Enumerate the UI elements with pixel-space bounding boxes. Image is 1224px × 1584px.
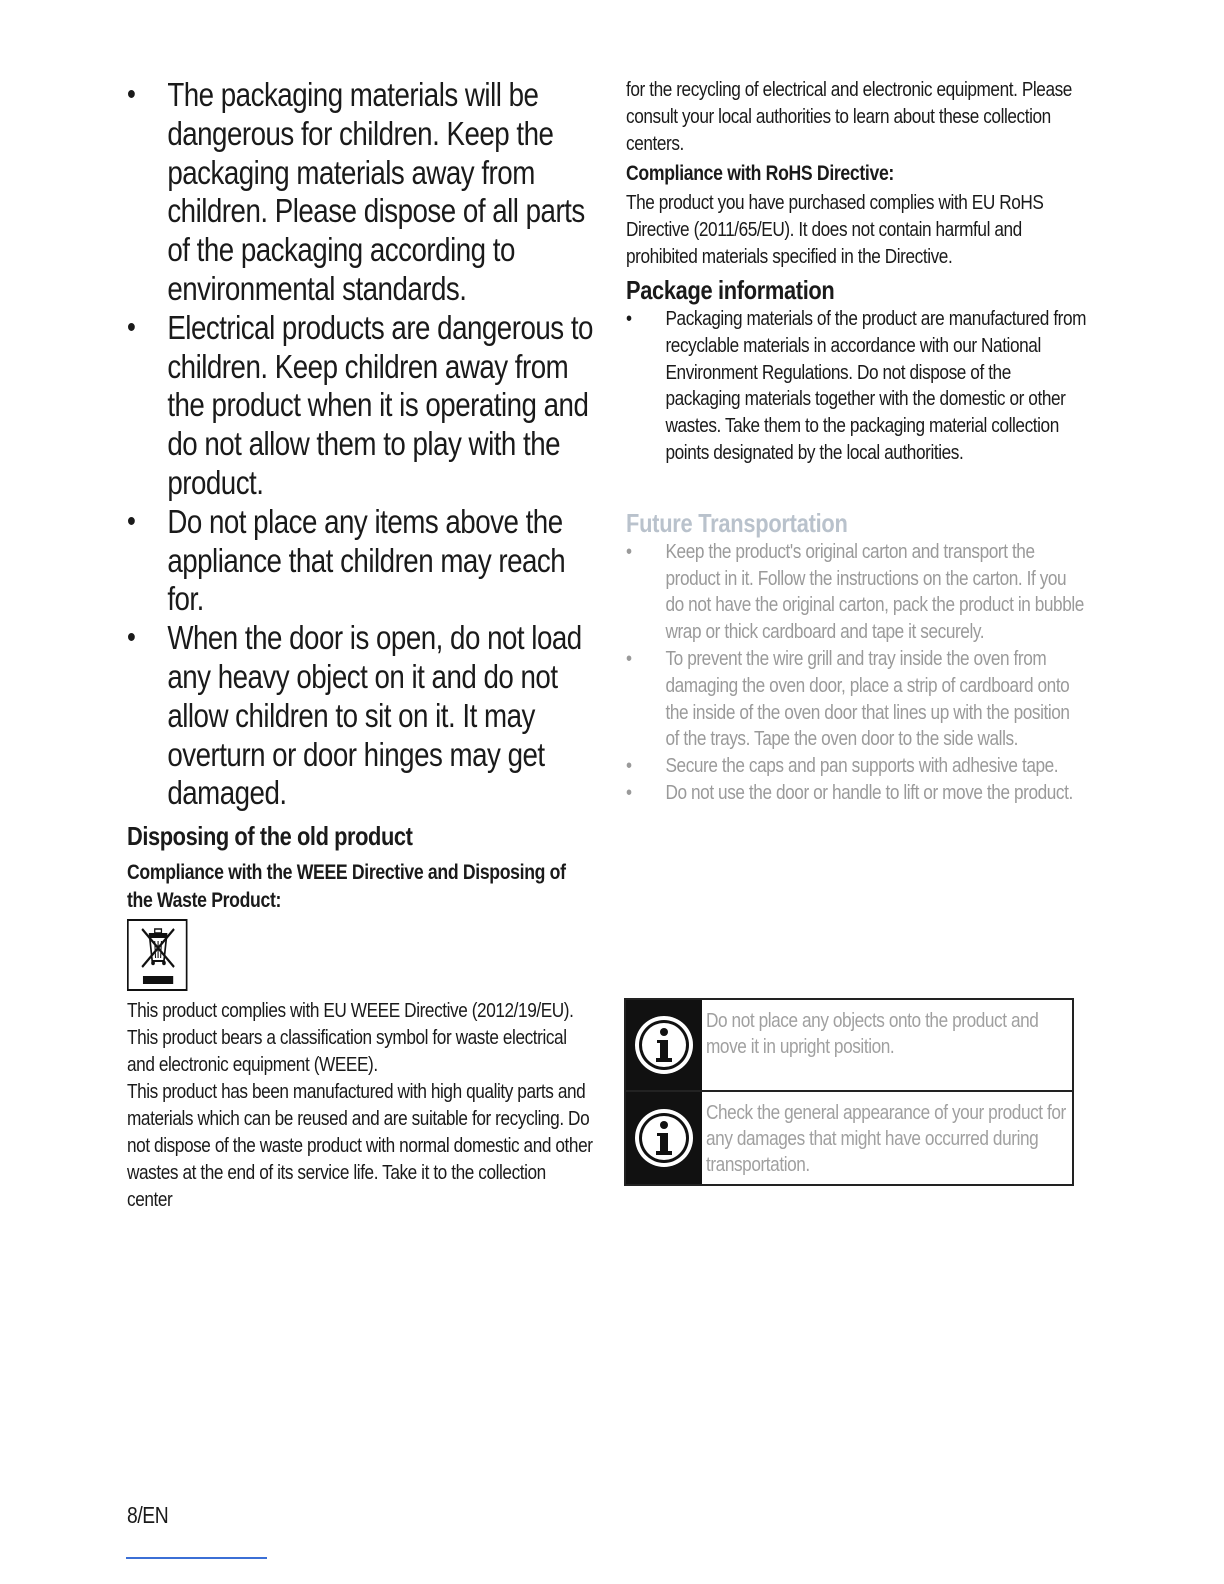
list-item-text: Electrical products are dangerous to children. Keep children away from the product when it is operating and do not allow them to play with the product. [167, 308, 593, 501]
weee-paragraph-1: This product complies with EU WEEE Directive (2012/19/EU). This product bears a classification symbol for waste electrical and electronic equipment (WEEE). [127, 999, 574, 1077]
disposal-section-title: Disposing of the old product [127, 821, 413, 852]
info-icon [626, 1000, 702, 1090]
list-item [127, 309, 595, 503]
future-transportation-title: Future Transportation [626, 507, 848, 538]
list-item-text: Do not use the door or handle to lift or move the product. [665, 780, 1073, 804]
bullet-icon: • [127, 621, 136, 655]
page-number-text: 8/EN [127, 1502, 169, 1528]
list-item [626, 780, 1086, 807]
crossed-bin-svg [129, 921, 186, 989]
weee-paragraph-2: This product has been manufactured with high quality parts and materials which can be reused and are suitable for recycling. Do not dispose of the waste product with normal domestic and other wastes at the end of its service life. Take it to the collection center [127, 1080, 593, 1212]
bullet-icon: • [127, 78, 136, 111]
right-column-content [626, 76, 1086, 807]
bullet-icon: • [626, 754, 632, 778]
list-item [127, 619, 595, 813]
info-note-text [702, 1000, 1150, 1090]
info-note-text-inner: Do not place any objects onto the product and move it in upright position. [706, 1009, 1039, 1058]
list-item-text: The packaging materials will be dangerous for children. Keep the packaging materials away from children. Please dispose of all parts of the packaging according to environmental standards. [167, 76, 585, 307]
footer-rule [126, 1557, 267, 1559]
bullet-icon: • [626, 646, 632, 670]
info-icon [626, 1092, 702, 1184]
bullet-icon: • [127, 310, 136, 344]
bullet-icon: • [127, 504, 136, 538]
left-column [127, 76, 595, 1213]
crossed-bin-icon [127, 919, 187, 991]
list-item-text: Do not place any items above the appliance that children may reach for. [167, 502, 566, 618]
list-item [626, 306, 1086, 467]
info-notes-table [624, 998, 1074, 1186]
weee-subtitle: Compliance with the WEEE Directive and Disposing of the Waste Product: [127, 861, 566, 913]
info-note-row [626, 1090, 1072, 1184]
bullet-icon: • [626, 539, 632, 563]
list-item [127, 76, 595, 309]
package-bullet-list [626, 306, 1086, 467]
weee-continuation: for the recycling of electrical and electronic equipment. Please consult your local authorities to learn about these collection centers. [626, 78, 1072, 155]
bullet-icon: • [626, 307, 632, 330]
info-note-row [626, 1000, 1072, 1090]
transport-bullet-list [626, 539, 1086, 807]
page-number [127, 1502, 176, 1529]
info-note-text-inner: Check the general appearance of your product for any damages that might have occurred during transportation. [706, 1101, 1066, 1176]
list-item-text: To prevent the wire grill and tray inside the oven from damaging the oven door, place a strip of cardboard onto the inside of the oven door that lines up with the position of the trays. Tape the oven door to the side walls. [665, 646, 1070, 751]
package-info-title: Package information [626, 275, 835, 305]
bullet-icon: • [626, 780, 632, 804]
list-item-text: Secure the caps and pan supports with adhesive tape. [665, 754, 1059, 778]
list-item-text: Keep the product's original carton and transport the product in it. Follow the instructions on the carton. If you do not have the original carton, pack the product in bubble wrap or thick cardboard and tape it securely. [665, 539, 1084, 644]
list-item [127, 503, 595, 619]
rohs-title: Compliance with RoHS Directive: [626, 162, 894, 185]
info-note-text [702, 1092, 1150, 1184]
safety-bullet-list [127, 76, 595, 813]
list-item [626, 539, 1086, 646]
right-column [626, 76, 1087, 1176]
list-item-text: Packaging materials of the product are manufactured from recyclable materials in accordance with our National Environment Regulations. Do not dispose of the packaging materials together with the domestic or other wastes. Take them to the packaging material collection points designated by the local authorities. [665, 307, 1087, 464]
list-item-text: When the door is open, do not load any heavy object on it and do not allow children to sit on it. It may overturn or door hinges may get damaged. [167, 619, 582, 812]
info-icon-svg [633, 1014, 695, 1076]
info-icon-svg [633, 1107, 695, 1169]
rohs-text: The product you have purchased complies with EU RoHS Directive (2011/65/EU). It does not contain harmful and prohibited materials specified in the Directive. [626, 191, 1044, 268]
left-column-content [127, 76, 595, 1213]
list-item [626, 753, 1086, 780]
list-item [626, 646, 1086, 753]
